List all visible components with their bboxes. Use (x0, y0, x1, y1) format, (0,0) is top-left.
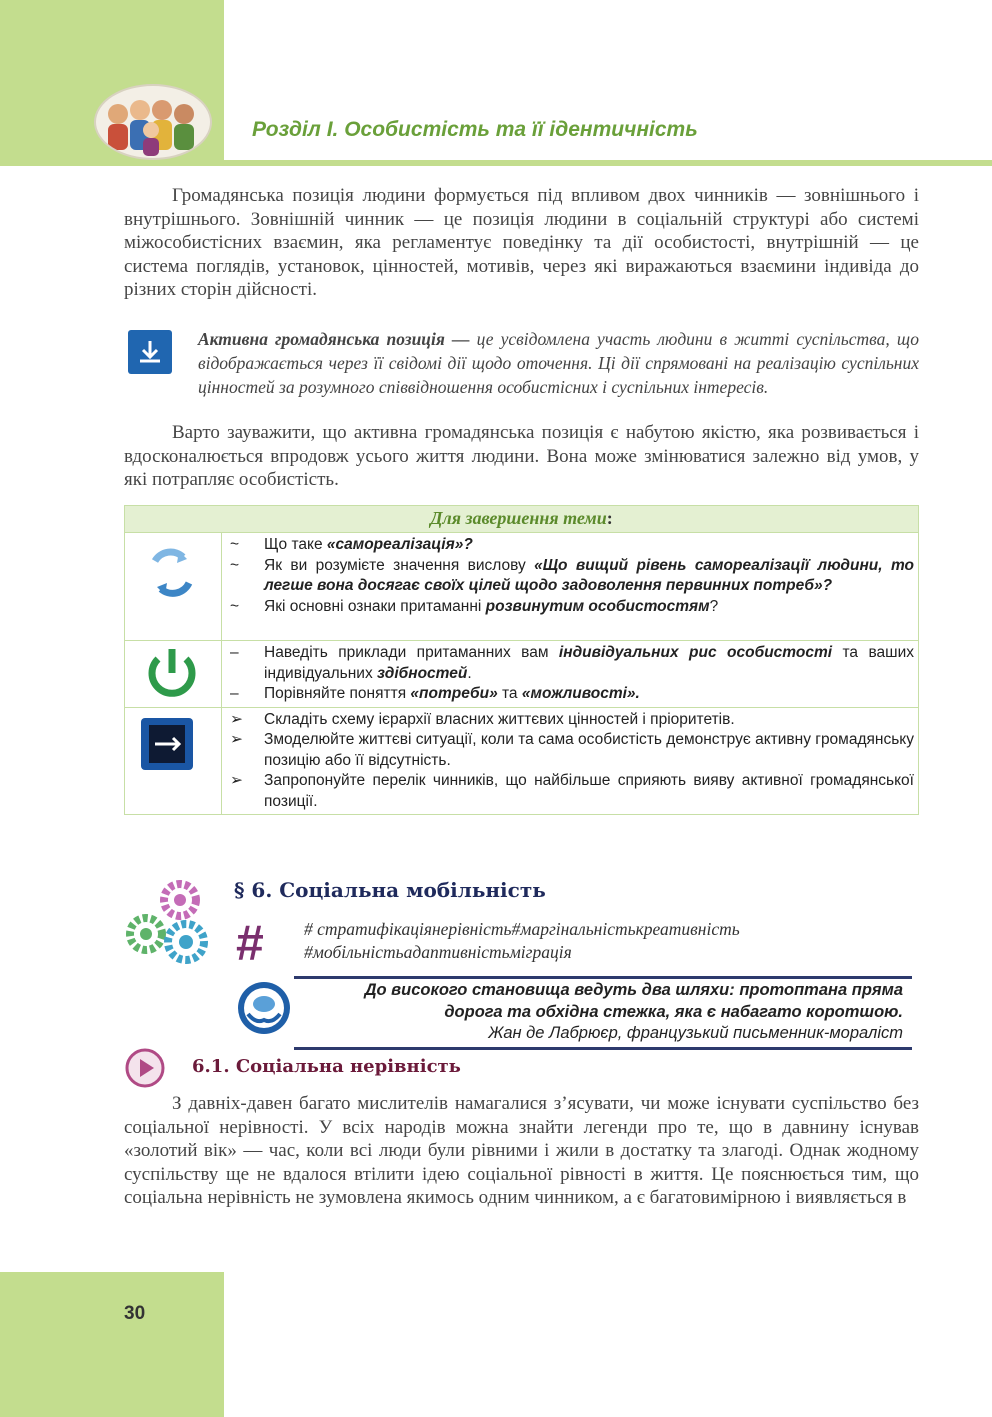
item-bold: розвинутим особистостям (485, 597, 710, 615)
item-text: Змоделюйте життєві ситуації, коли та сама особистість демонструє активну громадянську позицію або її відсутність. (264, 731, 914, 769)
intro-text: Громадянська позиція людини формується під впливом двох чинників — зовнішнього і внутрішнього. Зовнішній чинник — це позиція людини в соціальній структурі або системі міжособистісних взаємин, яка регламентує поведінку та дії особистості, внутрішній — це система поглядів, установок, цінностей, мотивів, через які виражаються взаємини індивіда до різних сторін дійсності. (124, 185, 919, 300)
item-marker: ➢ (230, 710, 243, 728)
quote-line-2: дорога та обхідна стежка, яка є набагато коротшою. (444, 1002, 903, 1021)
list-item (230, 643, 914, 684)
item-bold: «самореалізація»? (326, 536, 473, 553)
gears-icon (124, 878, 220, 974)
subsection-paragraph (124, 1092, 919, 1210)
definition-block (198, 327, 919, 399)
definition-text: це усвідомлена участь людини в житті суспільства, що відображається через її свідомі дії щодо оточення. Ці дії спрямовані на реалізацію суспільних цінностей за розумного співвідношення особистісних і суспільних інтересів. (198, 329, 920, 397)
hashtags (304, 918, 740, 964)
item-bold-2: здібностей (377, 664, 468, 682)
list-item (230, 556, 914, 597)
list-item (230, 710, 914, 731)
item-text-post: та ваших індивідуальних (264, 644, 914, 682)
item-text: Що таке (264, 536, 327, 553)
download-icon (128, 330, 172, 374)
item-marker: ➢ (230, 772, 243, 789)
item-marker: – (230, 644, 239, 661)
item-text: Запропонуйте перелік чинників, що найбільше сприяють вияву активної громадянської позиції. (264, 772, 914, 810)
item-text: Як ви розумієте значення вислову (264, 556, 535, 574)
second-text: Варто зауважити, що активна громадянська позиція є набутою якістю, яка розвивається і вдосконалюється впродовж усього життя людини. Вона може змінюватися залежно від умов, у які потрапляє особистість. (124, 422, 919, 490)
item-text-post-2: . (467, 664, 472, 682)
power-icon (125, 641, 219, 703)
list-item (230, 535, 914, 556)
list-item (230, 597, 914, 618)
refresh-icon (125, 539, 219, 609)
tasks-group1 (222, 533, 919, 641)
epigraph (300, 980, 903, 1045)
subsection-heading: 6.1. Соціальна нерівність (192, 1056, 461, 1077)
hashtag-icon: # (236, 915, 264, 971)
item-text-post: ? (709, 597, 719, 615)
item-bold: «потреби» (410, 685, 498, 702)
item-text: Наведіть приклади притаманних вам (264, 644, 559, 661)
item-marker: ➢ (230, 731, 243, 748)
definition-term: Активна громадянська позиція (198, 329, 445, 349)
item-text: Складіть схему ієрархії власних життєвих цінностей і пріоритетів. (264, 710, 735, 728)
item-bold-2: «можливості». (521, 685, 640, 702)
tasks-header (125, 506, 919, 533)
people-logo-icon (94, 84, 212, 160)
item-text: Порівняйте поняття (264, 685, 411, 702)
header-rule (224, 160, 992, 166)
item-text-post: та (497, 685, 522, 702)
tags-line-1: # стратифікаціянерівність#маргінальністькреативність (304, 919, 740, 939)
tasks-table (124, 505, 919, 815)
item-text: Які основні ознаки притаманні (264, 597, 486, 615)
list-item (230, 684, 914, 705)
brain-hands-icon (236, 980, 292, 1036)
second-paragraph (124, 421, 919, 492)
list-item (230, 730, 914, 771)
item-marker: ~ (230, 556, 240, 574)
page-number: 30 (124, 1303, 146, 1324)
item-bold: індивідуальних рис особистості (558, 644, 833, 661)
list-item (230, 771, 914, 812)
tasks-header-label: Для завершення теми (430, 508, 607, 528)
item-marker: ~ (230, 536, 240, 553)
exit-icon-cell (125, 707, 222, 815)
refresh-icon-cell (125, 533, 222, 641)
tasks-group3 (222, 707, 919, 815)
item-bold: «Що вищий рівень самореалізації людини, то легше вона досягає своїх цілей щодо задоволення первинних потреб»? (264, 556, 914, 594)
item-marker: – (230, 685, 239, 702)
tags-line-2: #мобільністьадаптивністьміграція (304, 942, 572, 962)
tasks-header-colon: : (606, 508, 613, 528)
quote-author: Жан де Лабрюєр, французький письменник-мораліст (488, 1024, 903, 1042)
tasks-group2 (222, 641, 919, 708)
subsection-text: З давніх-давен багато мислителів намагалися з’ясувати, чи може існувати суспільство без соціальної нерівності. У всіх народів можна знайти легенди про те, що в давнину існував «золотий вік» — час, коли всі люди були рівними і жили в достатку та злагоді. Однак жодному суспільству ще не вдалося втілити ідею соціальної рівності в життя. Це пояснюється тим, що соціальна нерівність не зумовлена якимось одним чинником, а є багатовимірною і виявляється в (124, 1093, 919, 1208)
power-icon-cell (125, 641, 222, 708)
exit-icon (125, 708, 219, 812)
footer-band (0, 1272, 224, 1417)
play-icon (124, 1048, 166, 1088)
quote-line-1: До високого становища ведуть два шляхи: протоптана пряма (364, 981, 903, 999)
intro-paragraph (124, 184, 919, 302)
definition-dash: — (444, 329, 477, 349)
section-heading: § 6. Соціальна мобільність (234, 878, 546, 902)
section-title: Розділ І. Особистість та її ідентичність (252, 118, 698, 141)
item-marker: ~ (230, 597, 240, 615)
